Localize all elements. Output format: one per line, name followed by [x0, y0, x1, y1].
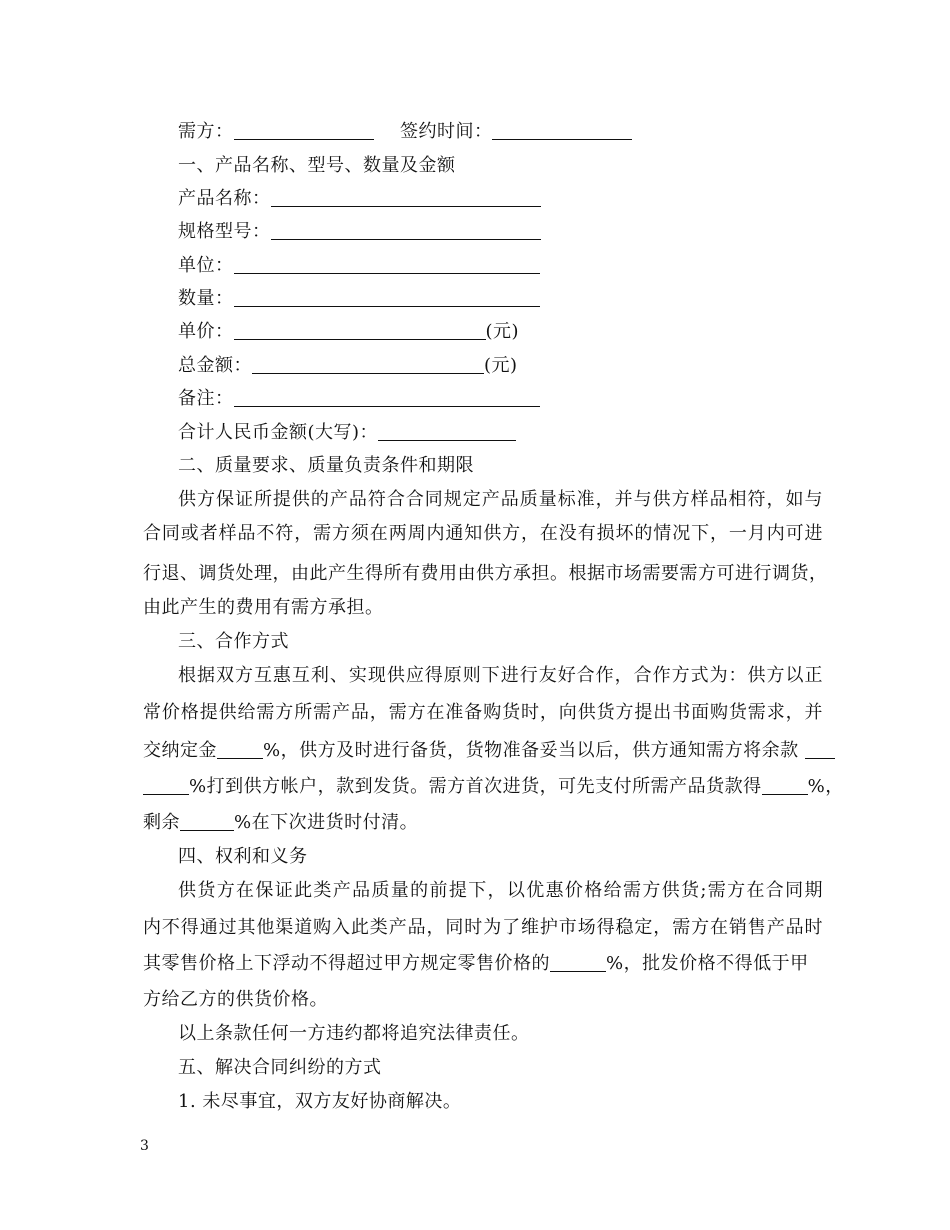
unit-label: 单位：	[178, 255, 234, 276]
page-number: 3	[140, 1138, 149, 1154]
product-name-blank[interactable]	[271, 188, 541, 207]
remaining-percent-blank[interactable]	[180, 812, 234, 831]
remarks-label: 备注：	[178, 388, 234, 409]
demand-party-blank[interactable]	[234, 121, 374, 140]
unit-price-blank[interactable]	[234, 321, 486, 340]
unit-price-label: 单价：	[178, 321, 234, 342]
section-5-title: 五、解决合同纠纷的方式	[178, 1057, 382, 1078]
section-4-line-5: 以上条款任何一方违约都将追究法律责任。	[178, 1023, 530, 1044]
remaining-text: %在下次进货时付清。	[234, 812, 419, 833]
unit-row	[178, 254, 858, 278]
total-amount-blank[interactable]	[252, 355, 484, 374]
first-payment-text: %打到供方帐户，款到发货。需方首次进货，可先支付所需产品货款得	[189, 776, 762, 797]
remarks-row	[178, 387, 858, 411]
balance-percent-blank[interactable]	[143, 776, 189, 795]
spec-model-label: 规格型号：	[178, 221, 271, 242]
section-3-title: 三、合作方式	[178, 631, 289, 652]
deposit-label: 交纳定金	[143, 740, 217, 761]
quantity-row	[178, 287, 858, 311]
section-3-line-2: 常价格提供给需方所需产品，需方在准备购货时，向供货方提出书面购货需求，并	[143, 702, 823, 723]
sign-time-blank[interactable]	[492, 121, 632, 140]
product-name-row	[178, 187, 858, 211]
rmb-total-row	[178, 421, 858, 445]
section-3-line-4	[143, 775, 844, 799]
section-2-title: 二、质量要求、质量负责条件和期限	[178, 455, 474, 476]
deposit-text: %，供方及时进行备货，货物准备妥当以后，供方通知需方将余款	[263, 740, 799, 761]
total-amount-row	[178, 354, 858, 378]
remaining-label: 剩余	[143, 812, 180, 833]
section-5-line-1: 1. 未尽事宜，双方友好协商解决。	[178, 1091, 462, 1112]
section-2-line-4: 由此产生的费用有需方承担。	[143, 597, 384, 618]
total-amount-yuan: (元)	[484, 355, 518, 376]
total-amount-label: 总金额：	[178, 355, 252, 376]
deposit-percent-blank[interactable]	[217, 740, 263, 759]
section-4-title: 四、权利和义务	[178, 846, 308, 867]
sign-time-label: 签约时间：	[399, 121, 493, 142]
section-2-line-1: 供方保证所提供的产品符合合同规定产品质量标准，并与供方样品相符，如与	[178, 489, 823, 510]
section-3-line-3	[143, 739, 823, 763]
quantity-label: 数量：	[178, 288, 234, 309]
first-payment-suffix: %，	[807, 776, 844, 797]
section-4-line-3	[143, 952, 823, 976]
section-4-line-2: 内不得通过其他渠道购入此类产品，同时为了维护市场得稳定，需方在销售产品时	[143, 917, 823, 938]
remarks-blank[interactable]	[234, 388, 540, 407]
product-name-label: 产品名称：	[178, 188, 271, 209]
unit-blank[interactable]	[234, 255, 540, 274]
demand-party-label: 需方：	[178, 121, 234, 142]
wholesale-text: %，批发价格不得低于甲	[606, 953, 809, 974]
rmb-total-blank[interactable]	[378, 422, 516, 441]
section-2-line-3: 行退、调货处理，由此产生得所有费用由供方承担。根据市场需要需方可进行调货，	[143, 563, 828, 584]
section-4-line-4: 方给乙方的供货价格。	[143, 989, 328, 1010]
section-2-line-2: 合同或者样品不符，需方须在两周内通知供方，在没有损坏的情况下，一月内可进	[143, 523, 823, 544]
header-row	[178, 120, 858, 144]
rmb-total-label: 合计人民币金额(大写)：	[178, 422, 379, 443]
retail-price-text: 其零售价格上下浮动不得超过甲方规定零售价格的	[143, 953, 550, 974]
section-1-title: 一、产品名称、型号、数量及金额	[178, 155, 456, 176]
quantity-blank[interactable]	[234, 288, 540, 307]
spec-model-row	[178, 220, 858, 244]
section-3-line-1: 根据双方互惠互利、实现供应得原则下进行友好合作，合作方式为：供方以正	[178, 665, 823, 686]
first-payment-percent-blank[interactable]	[762, 776, 808, 795]
retail-percent-blank[interactable]	[550, 953, 606, 972]
unit-price-yuan: (元)	[485, 321, 520, 342]
spec-model-blank[interactable]	[271, 221, 541, 240]
balance-percent-blank-start[interactable]	[805, 740, 835, 759]
unit-price-row	[178, 320, 858, 344]
section-4-line-1: 供货方在保证此类产品质量的前提下，以优惠价格给需方供货;需方在合同期	[178, 880, 823, 901]
section-3-line-5	[143, 811, 823, 835]
